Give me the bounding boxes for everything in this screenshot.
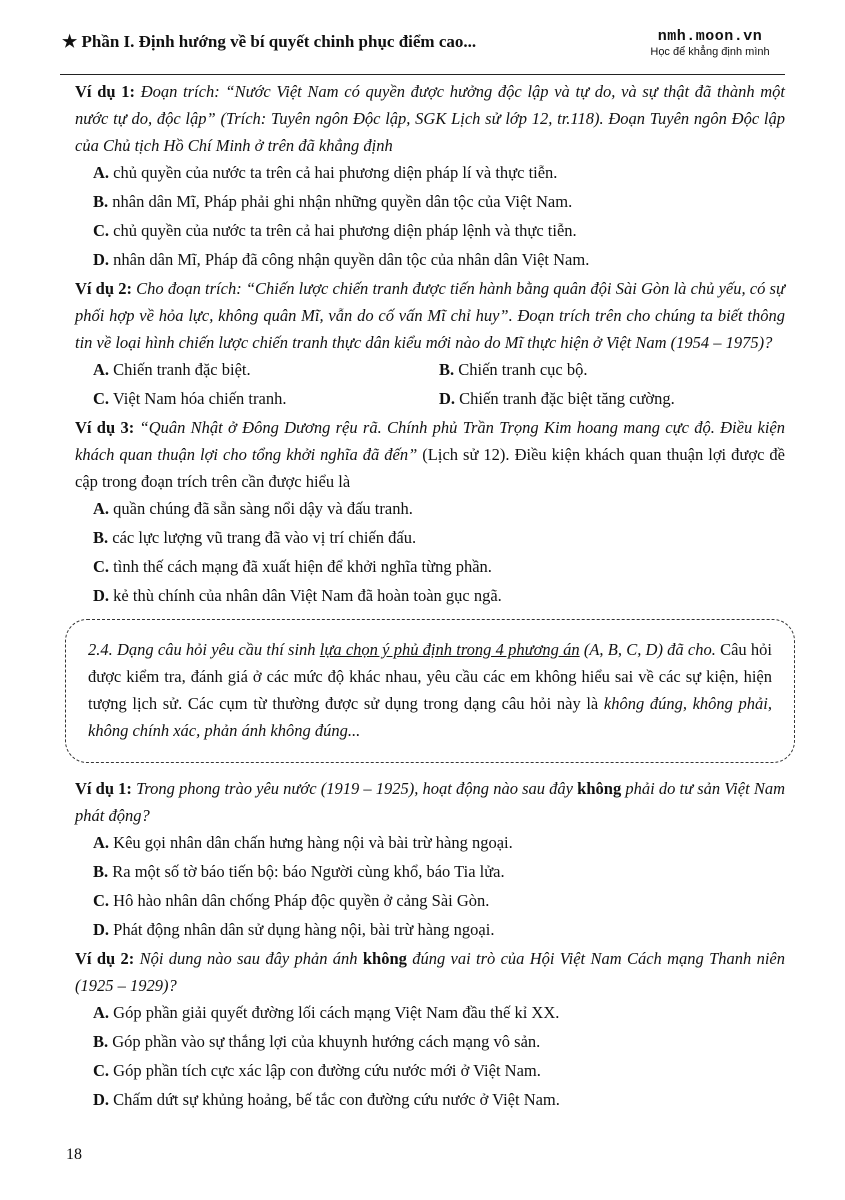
note-options: (A, B, C, D) đã cho. [579, 640, 716, 659]
option-d: D. Phát động nhân dân sử dụng hàng nội, bài trừ hàng ngoại. [93, 920, 495, 939]
question-label: Ví dụ 2: [75, 949, 135, 968]
question-text-a: Nội dung nào sau đây phản ánh [139, 949, 363, 968]
option-b: B. Góp phần vào sự thắng lợi của khuynh hướng cách mạng vô sản. [93, 1032, 541, 1051]
option-d: D. kẻ thù chính của nhân dân Việt Nam đã hoàn toàn gục ngã. [93, 586, 502, 605]
question-negation: không [577, 779, 622, 798]
question-1-2 [75, 275, 785, 356]
page-number: 18 [66, 1146, 82, 1163]
option-d: D. Chiến tranh đặc biệt tăng cường. [439, 389, 675, 408]
option-c: C. Hô hào nhân dân chống Pháp độc quyền ở cảng Sài Gòn. [93, 891, 490, 910]
question-label: Ví dụ 1: [75, 779, 132, 798]
option-a: A. quần chúng đã sẵn sàng nổi dậy và đấu tranh. [93, 499, 413, 518]
note-body: Câu hỏi được kiểm tra, đánh giá ở các mức độ khác nhau, yêu cầu các em không hiểu sai về các sự kiện, hiện tượng lịch sử. Các cụm từ thường được sử dụng trong dạng câu hỏi này là [88, 640, 772, 713]
question-label: Ví dụ 1: [75, 82, 135, 101]
question-text: Đoạn trích: “Nước Việt Nam có quyền được hưởng độc lập và tự do, và sự thật đã thành một nước tự do, độc lập” (Trích: Tuyên ngôn Độc lập, SGK Lịch sử lớp 12, tr.118). Đoạn Tuyên ngôn Độc lập của Chủ tịch Hồ Chí Minh ở trên đã khẳng định [75, 82, 786, 155]
question-quote: “Quân Nhật ở Đông Dương rệu rã. Chính phủ Trần Trọng Kim hoang mang cực độ. Điều kiện khách quan thuận lợi cho tổng khởi nghĩa đã đến” [75, 418, 785, 464]
note-phrases: không đúng, không phải, không chính xác, phản ánh không đúng... [88, 694, 772, 740]
question-label: Ví dụ 2: [75, 279, 132, 298]
option-c: C. Góp phần tích cực xác lập con đường cứu nước mới ở Việt Nam. [93, 1061, 541, 1080]
option-c: C. tình thế cách mạng đã xuất hiện để khởi nghĩa từng phần. [93, 557, 492, 576]
option-d: D. nhân dân Mĩ, Pháp đã công nhận quyền dân tộc của nhân dân Việt Nam. [93, 250, 590, 269]
question-text: Cho đoạn trích: “Chiến lược chiến tranh được tiến hành bằng quân đội Sài Gòn là chủ yếu, có sự phối hợp về hỏa lực, không quân Mĩ, vẫn do cố vấn Mĩ chỉ huy”. Đoạn trích trên cho chúng ta biết thông tin về loại hình chiến lược chiến tranh thực dân kiểu mới nào do Mĩ thực hiện ở Việt Nam (1954 – 1975)? [75, 279, 785, 352]
question-text-b: phải do tư sản Việt Nam phát động? [75, 779, 785, 825]
option-b: B. Chiến tranh cục bộ. [439, 360, 588, 379]
brand-logo [635, 28, 785, 58]
question-text-a: Trong phong trào yêu nước (1919 – 1925), hoạt động nào sau đây [136, 779, 578, 798]
option-a: A. Góp phần giải quyết đường lối cách mạng Việt Nam đầu thế kỉ XX. [93, 1003, 560, 1022]
option-b: B. các lực lượng vũ trang đã vào vị trí chiến đấu. [93, 528, 417, 547]
option-a: A. Chiến tranh đặc biệt. [93, 360, 251, 379]
option-c: C. Việt Nam hóa chiến tranh. [93, 389, 287, 408]
page-header [60, 28, 785, 75]
question-text: (Lịch sử 12). Điều kiện khách quan thuận lợi được đề cập trong đoạn trích trên cần được hiểu là [75, 445, 785, 491]
header-title: ★ Phần I. Định hướng về bí quyết chinh phục điểm cao... [62, 32, 477, 51]
option-b: B. Ra một số tờ báo tiến bộ: báo Người cùng khổ, báo Tia lửa. [93, 862, 505, 881]
note-intro: 2.4. Dạng câu hỏi yêu cầu thí sinh [88, 640, 320, 659]
question-1-1 [75, 78, 785, 159]
note-box [65, 619, 795, 763]
question-text-b: đúng vai trò của Hội Việt Nam Cách mạng Thanh niên (1925 – 1929)? [75, 949, 785, 995]
option-a: A. chủ quyền của nước ta trên cả hai phương diện pháp lí và thực tiễn. [93, 163, 558, 182]
options-row-1 [75, 356, 785, 383]
question-2-2 [75, 945, 785, 999]
note-underlined: lựa chọn ý phủ định trong 4 phương án [319, 640, 580, 659]
question-negation: không [362, 949, 407, 968]
question-label: Ví dụ 3: [75, 418, 135, 437]
question-2-1 [75, 775, 785, 829]
option-d: D. Chấm dứt sự khủng hoảng, bế tắc con đường cứu nước ở Việt Nam. [93, 1090, 560, 1109]
page-content [75, 78, 785, 1115]
option-b: B. nhân dân Mĩ, Pháp phải ghi nhận những quyền dân tộc của Việt Nam. [93, 192, 573, 211]
options-row-2 [75, 385, 785, 412]
option-c: C. chủ quyền của nước ta trên cả hai phương diện pháp lệnh và thực tiễn. [93, 221, 577, 240]
brand-name: nmh.moon.vn [657, 28, 763, 45]
question-1-3 [75, 414, 785, 495]
brand-slogan: Học để khẳng định mình [650, 46, 770, 58]
option-a: A. Kêu gọi nhân dân chấn hưng hàng nội và bài trừ hàng ngoại. [93, 833, 513, 852]
